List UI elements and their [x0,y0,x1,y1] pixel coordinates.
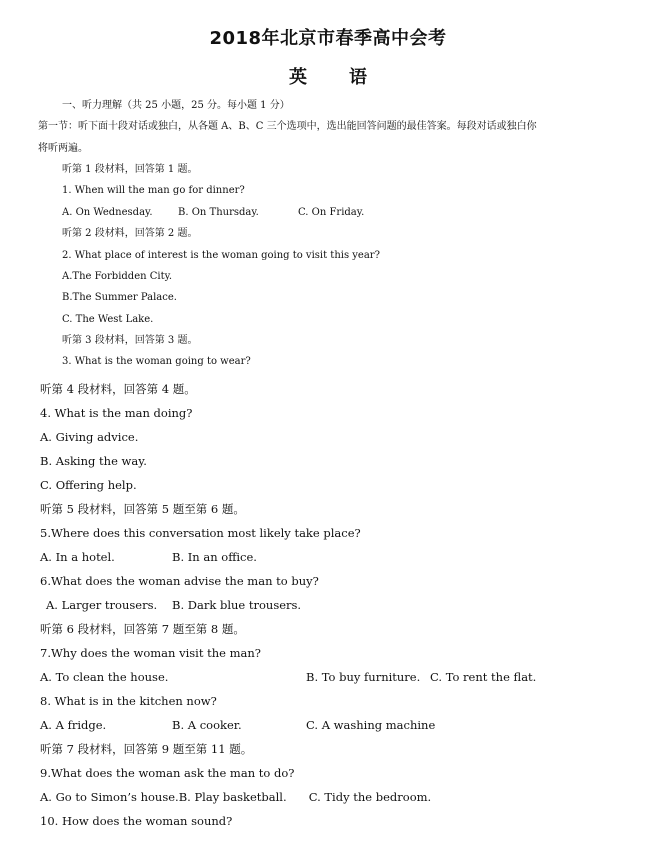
material-heading: 听第 6 段材料，回答第 7 题至第 8 题。 [40,622,245,636]
material-heading: 听第 2 段材料，回答第 2 题。 [62,228,198,239]
question-text: 3. What is the woman going to wear? [62,356,251,367]
question-text: 9.What does the woman ask the man to do? [40,766,295,780]
subject-char-1: 英 [289,67,307,88]
option-a: A. Larger trousers. [46,598,158,612]
material-heading: 听第 7 段材料，回答第 9 题至第 11 题。 [40,742,253,756]
options-row [40,718,435,732]
material-heading: 听第 1 段材料，回答第 1 题。 [62,164,198,175]
section-heading: 一、听力理解（共 25 小题，25 分。每小题 1 分） [62,100,290,111]
question-text: 7.Why does the woman visit the man? [40,646,261,660]
option-b: B. On Thursday. [178,207,259,218]
options-row [40,550,257,564]
instructions-line-2: 将听两遍。 [38,143,88,154]
option-b: B. A cooker. [172,718,242,732]
question-text: 6.What does the woman advise the man to buy? [40,574,319,588]
options-row [40,790,431,804]
subject-title [0,63,656,89]
question-text: 4. What is the man doing? [40,406,193,420]
option-a: A. To clean the house. [40,670,169,684]
subject-char-2: 语 [349,67,367,88]
option-b: B. Dark blue trousers. [172,598,302,612]
option-b: B. Asking the way. [40,454,147,468]
material-heading: 听第 3 段材料，回答第 3 题。 [62,335,198,346]
page-title: 2018年北京市春季高中会考 [209,28,447,49]
question-text: 2. What place of interest is the woman going to visit this year? [62,250,380,261]
option-c: C. On Friday. [298,207,365,218]
options-row [40,670,536,684]
material-heading: 听第 4 段材料，回答第 4 题。 [40,382,196,396]
option-a: A. On Wednesday. [62,207,153,218]
options-row [46,598,301,612]
question-text: 10. How does the woman sound? [40,814,233,828]
option-a: A.The Forbidden City. [62,271,173,282]
instructions-line-1: 第一节：听下面十段对话或独白，从各题 A、B、C 三个选项中，选出能回答问题的最佳答案。每段对话或独白你 [38,121,537,132]
option-c: C. A washing machine [306,718,436,732]
option-a: A. In a hotel. [40,550,115,564]
option-c: C. Tidy the bedroom. [308,790,432,804]
question-text: 8. What is in the kitchen now? [40,694,217,708]
option-b: B. In an office. [172,550,257,564]
option-a: A. A fridge. [40,718,107,732]
material-heading: 听第 5 段材料，回答第 5 题至第 6 题。 [40,502,245,516]
option-c: C. The West Lake. [62,314,154,325]
option-b: B.The Summer Palace. [62,292,177,303]
options-row [62,206,364,220]
option-c: C. To rent the flat. [430,670,537,684]
option-a: A. Go to Simon’s house. [40,790,179,804]
option-c: C. Offering help. [40,478,137,492]
option-b: B. Play basketball. [178,790,287,804]
option-a: A. Giving advice. [40,430,139,444]
option-b: B. To buy furniture. [306,670,421,684]
question-text: 5.Where does this conversation most likely take place? [40,526,361,540]
question-text: 1. When will the man go for dinner? [62,185,245,196]
